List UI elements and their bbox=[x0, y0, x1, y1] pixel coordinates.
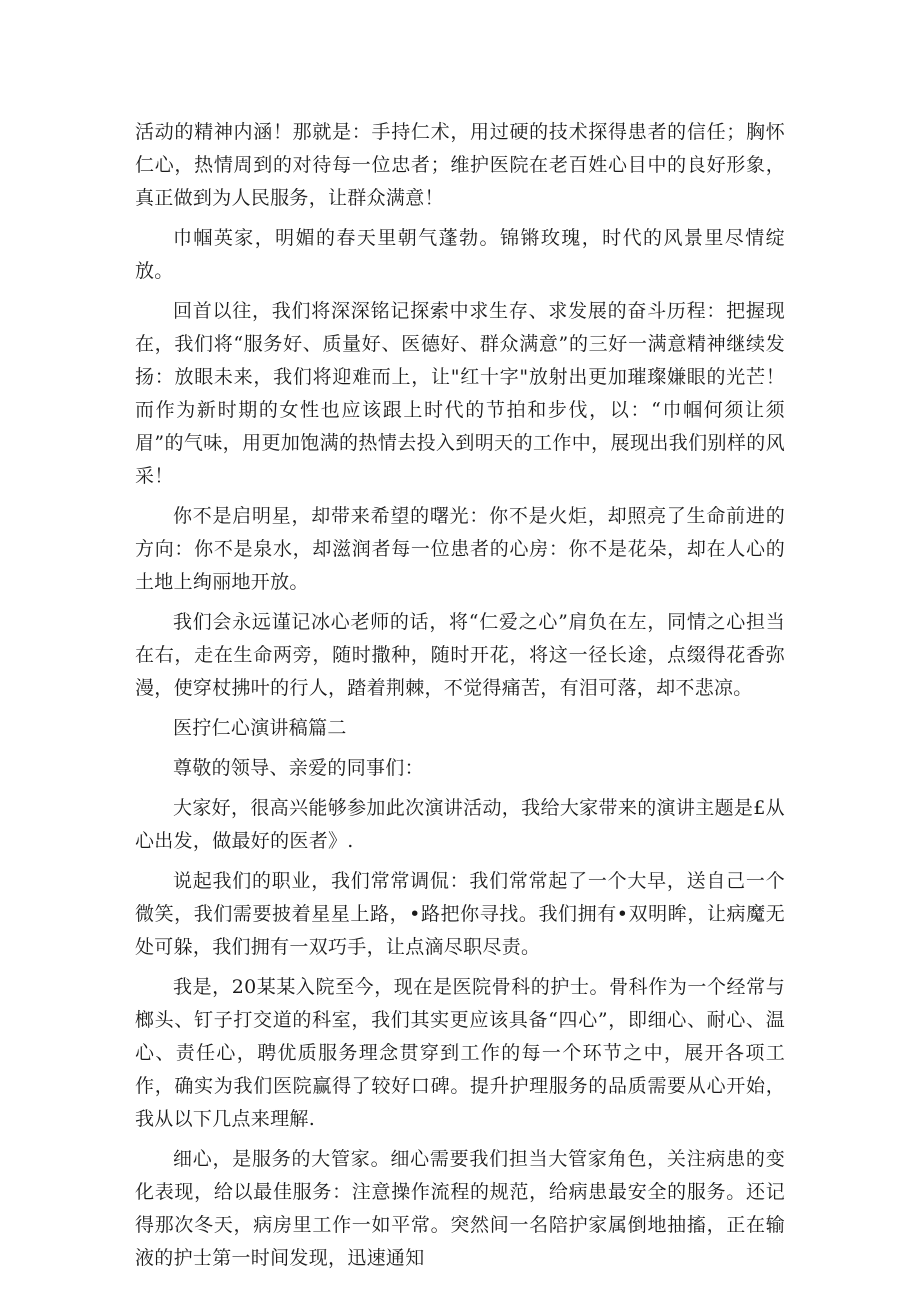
salutation: 尊敬的领导、亲爱的同事们： bbox=[173, 757, 424, 779]
paragraph-10: 我是，20某某入院至今，现在是医院骨科的护士。骨科作为一个经常与榔头、钉子打交道的科室，我们其实更应该具备“四心”，即细心、耐心、温心、责任心，聘优质服务理念贯穿到工作的每一个环节之中，展开各项工作，确实为我们医院赢得了较好口碑。提升护理服务的品质需要从心开始，我从以下几点来理解. bbox=[135, 976, 785, 1130]
paragraph-5: 我们会永远谨记冰心老师的话，将“仁爱之心”肩负在左，同情之心担当在右，走在生命两旁，随时撒种，随时开花，将这一径长途，点缀得花香弥漫，使穿杖拂叶的行人，踏着荆棘，不觉得痛苦，有泪可落，却不悲凉。 bbox=[135, 611, 785, 699]
paragraph-2: 巾帼英家，明媚的春天里朝气蓬勃。锦锵玫瑰，时代的风景里尽情绽放。 bbox=[135, 227, 785, 282]
paragraph-1: 活动的精神内涵！那就是：手持仁术，用过硬的技术探得患者的信任；胸怀仁心，热情周到的对待每一位忠者；维护医院在老百姓心目中的良好形象，真正做到为人民服务，让群众满意！ bbox=[135, 121, 785, 209]
paragraph-11: 细心，是服务的大管家。细心需要我们担当大管家角色，关注病患的变化表现，给以最佳服务：注意操作流程的规范，给病患最安全的服务。还记得那次冬天，病房里工作一如平常。突然间一名陪护家属倒地抽搐，正在输液的护士第一时间发现，迅速通知 bbox=[135, 1148, 785, 1269]
paragraph-9: 说起我们的职业，我们常常调侃：我们常常起了一个大早，送自己一个微笑，我们需要披着星星上路，•路把你寻找。我们拥有•双明眸，让病魔无处可躲，我们拥有一双巧手，让点滴尽职尽责。 bbox=[135, 870, 785, 958]
section-title: 医拧仁心演讲稿篇二 bbox=[173, 717, 347, 739]
paragraph-4: 你不是启明星，却带来希望的曙光：你不是火炬，却照亮了生命前进的方向：你不是泉水，却滋润者每一位患者的心房：你不是花朵，却在人心的土地上绚丽地开放。 bbox=[135, 505, 785, 593]
document-body bbox=[135, 116, 785, 1282]
paragraph-8: 大家好，很高兴能够参加此次演讲活动，我给大家带来的演讲主题是£从心出发，做最好的医者》. bbox=[135, 797, 785, 852]
paragraph-3: 回首以往，我们将深深铭记探索中求生存、求发展的奋斗历程：把握现在，我们将“服务好、质量好、医德好、群众满意”的三好一满意精神继续发扬：放眼未来，我们将迎难而上，让"红十字"放射出更加璀璨嫌眼的光芒！而作为新时期的女性也应该跟上时代的节拍和步伐，以：“巾帼何须让须眉”的气味，用更加饱满的热情去投入到明天的工作中，展现出我们别样的风采！ bbox=[135, 300, 785, 487]
